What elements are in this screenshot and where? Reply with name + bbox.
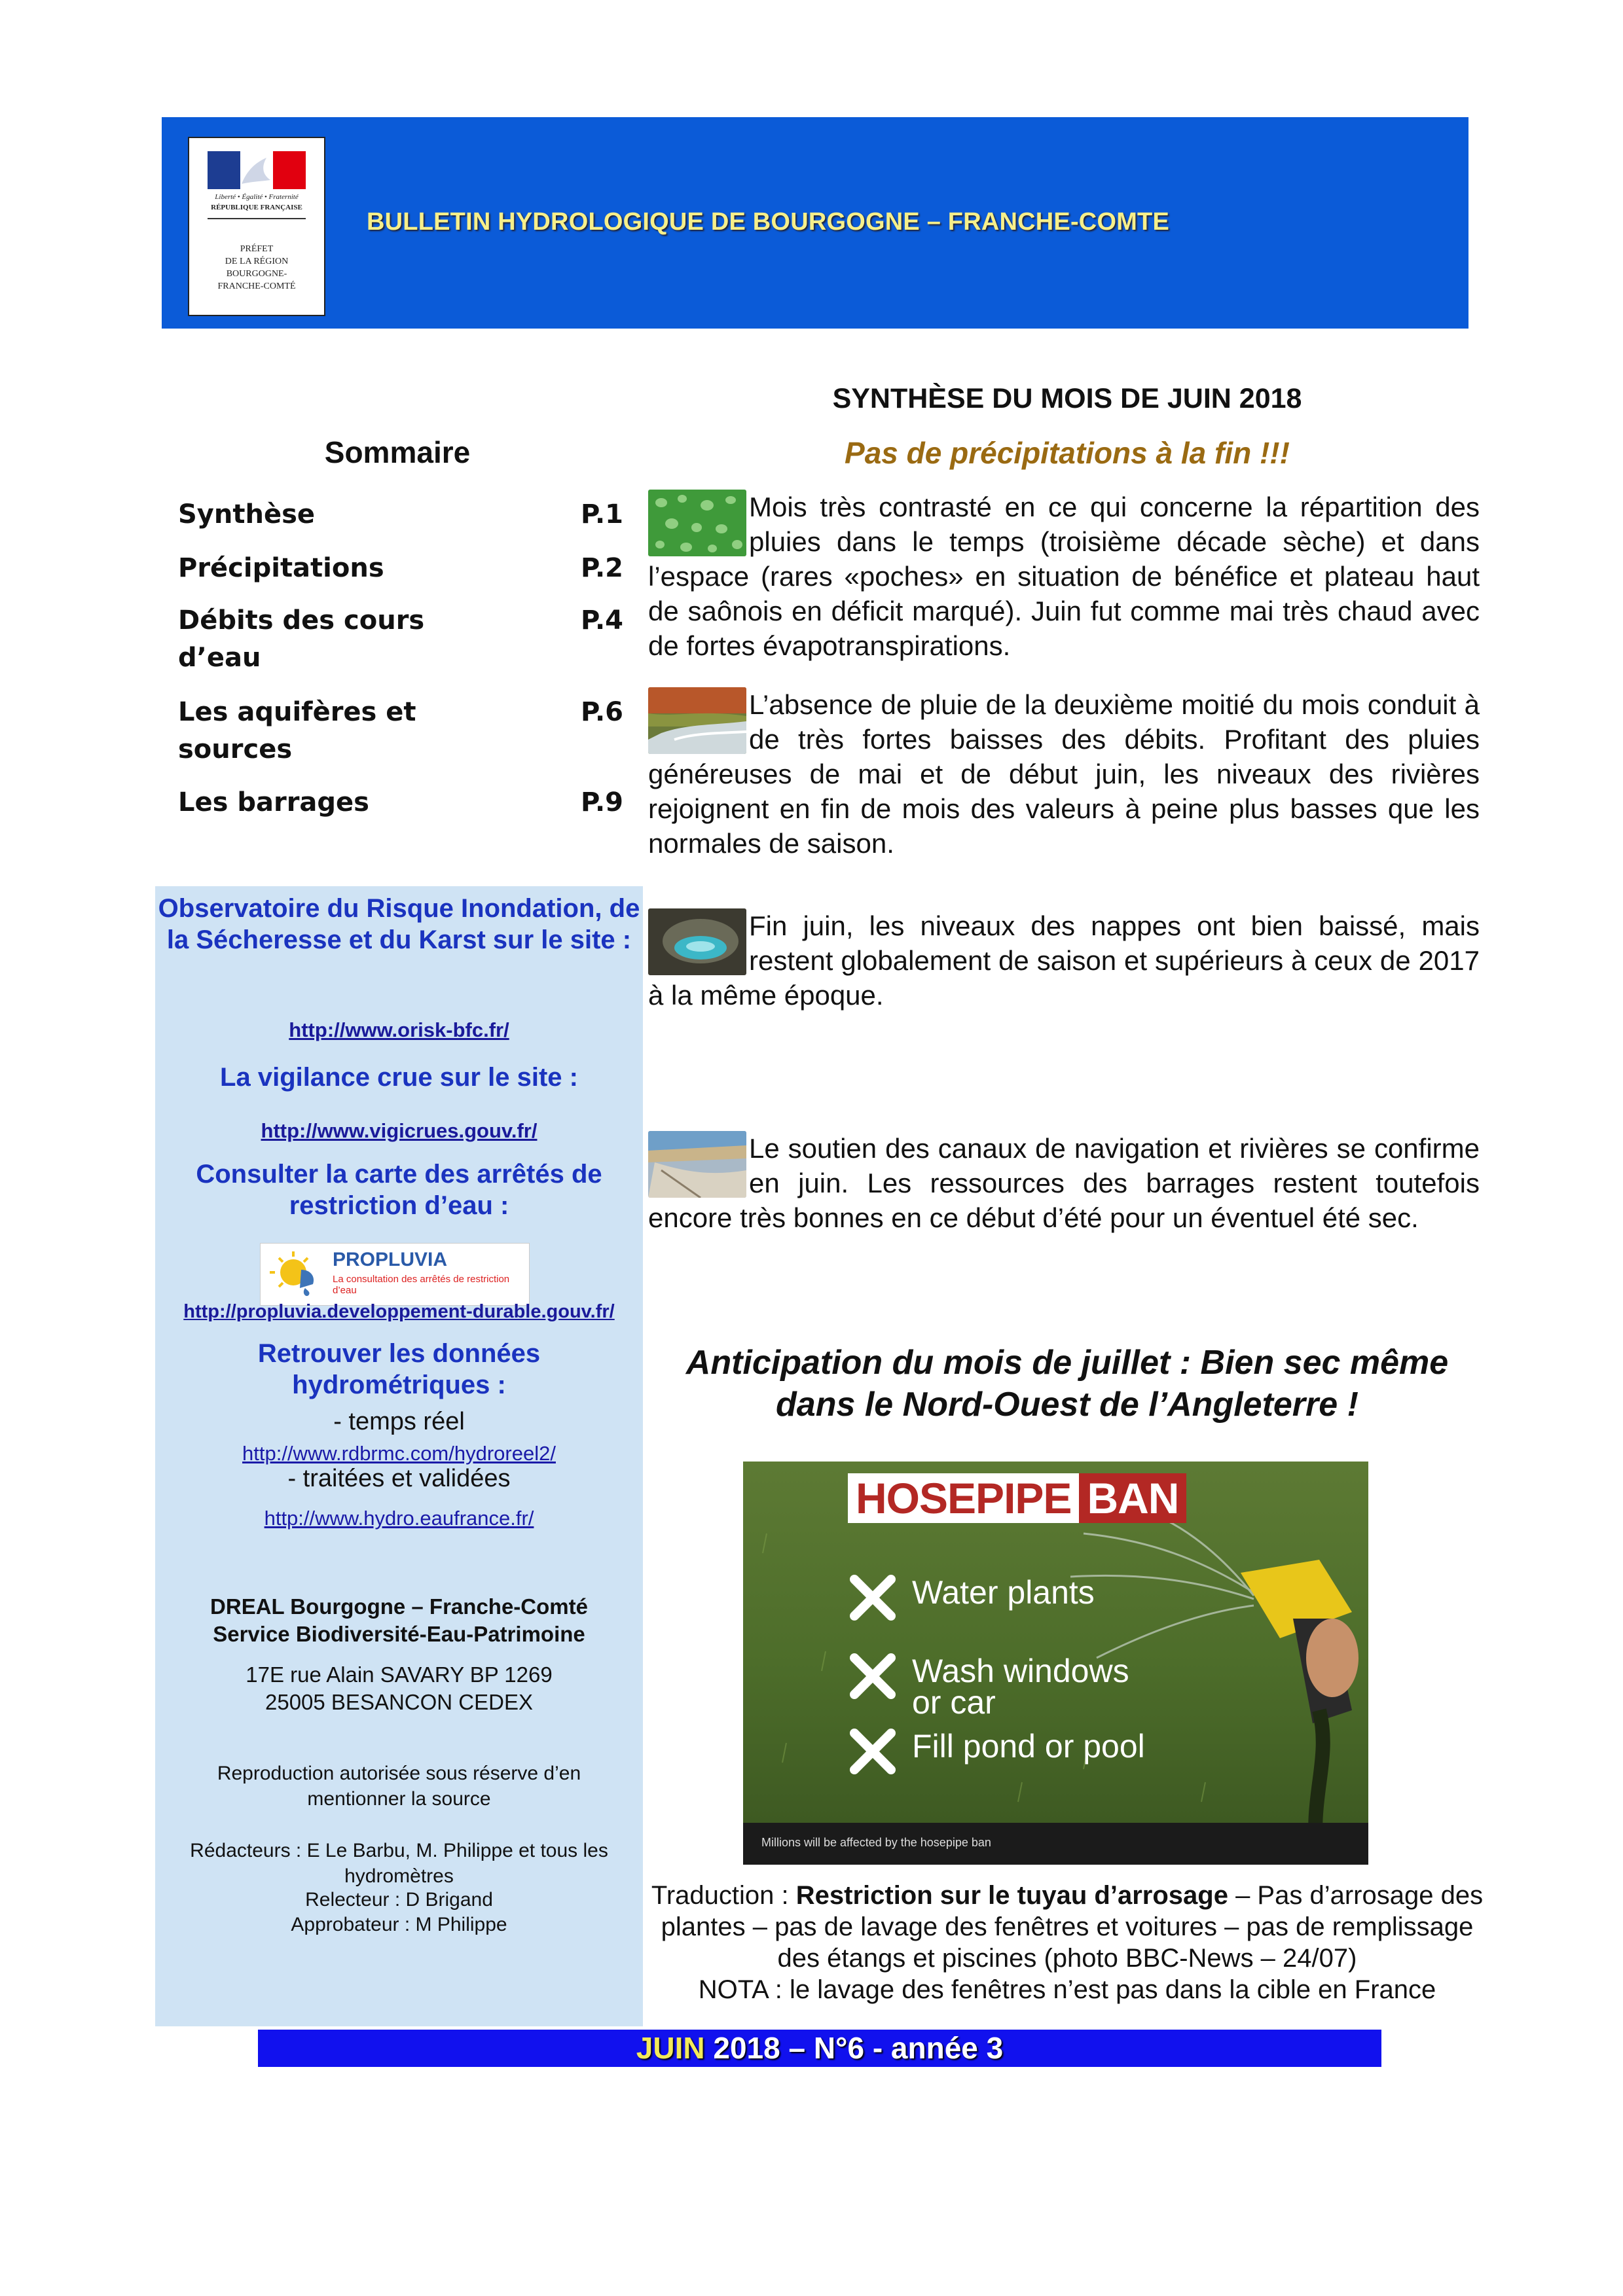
cross-icon (848, 1727, 898, 1776)
raindrops-leaf-thumbnail (648, 490, 746, 556)
reproduction-note: Reproduction autorisée sous réserve d’en mentionner la source (217, 1763, 581, 1810)
banner-ban-text: BAN (1079, 1473, 1186, 1523)
bulletin-title: BULLETIN HYDROLOGIQUE DE BOURGOGNE – FRANCHE-COMTE (367, 208, 1170, 236)
logo-motto: Liberté • Égalité • Fraternité (215, 193, 299, 201)
footer-month: JUIN (636, 2031, 705, 2065)
dreal-service: Service Biodiversité-Eau-Patrimoine (213, 1622, 585, 1646)
toc-item-page: P.1 (581, 499, 623, 529)
temps-reel-label: - temps réel (333, 1408, 465, 1435)
toc-item[interactable] (178, 550, 623, 587)
toc-item-page: P.2 (581, 553, 623, 583)
info-sidebar (155, 886, 643, 2026)
toc-item-page: P.9 (581, 787, 623, 817)
synthese-paragraph (648, 490, 1480, 663)
logo-republic-label: RÉPUBLIQUE FRANÇAISE (211, 204, 302, 211)
sun-rain-icon (267, 1250, 319, 1300)
dreal-name: DREAL Bourgogne – Franche-Comté (210, 1594, 588, 1619)
toc-item-label: Précipitations (178, 553, 384, 583)
vigicrues-link[interactable]: http://www.vigicrues.gouv.fr/ (261, 1119, 538, 1142)
ban-item-label: Fill pond or pool (912, 1728, 1145, 1765)
marianne-flag-icon (208, 151, 306, 189)
synthese-paragraph (648, 1131, 1480, 1235)
ban-item-label: Water plants (912, 1574, 1095, 1611)
photo-caption: Millions will be affected by the hosepipe ban (761, 1836, 991, 1849)
toc-item-page: P.6 (581, 697, 623, 727)
synthese-paragraph-text: L’absence de pluie de la deuxième moitié du mois conduit à de très fortes baisses des débits. Profitant des pluies généreuses de mai et de début juin, les niveaux des rivières rejoignent en fin de mois des valeurs à peine plus basses que les normales de saison. (648, 689, 1480, 859)
orisk-title: Observatoire du Risque Inondation, de la Sécheresse et du Karst sur le site : (158, 894, 640, 954)
propluvia-name: PROPLUVIA (333, 1249, 448, 1270)
hosepipe-ban-banner (848, 1473, 1186, 1523)
ban-item-label: Wash windows or car (912, 1653, 1129, 1721)
cross-icon (848, 1573, 898, 1623)
ban-item (848, 1727, 1145, 1776)
toc-item[interactable] (178, 496, 623, 533)
toc-item-label: Synthèse (178, 499, 316, 529)
synthese-paragraph (648, 908, 1480, 1013)
cave-spring-thumbnail (648, 908, 746, 975)
synthese-title: SYNTHÈSE DU MOIS DE JUIN 2018 (832, 383, 1302, 414)
carte-title: Consulter la carte des arrêtés de restriction d’eau : (196, 1160, 602, 1220)
issue-footer-bar (258, 2030, 1381, 2067)
logo-divider (208, 218, 306, 219)
toc-item[interactable] (178, 694, 623, 768)
dreal-address-street: 17E rue Alain SAVARY BP 1269 (246, 1662, 553, 1687)
toc-item[interactable] (178, 602, 623, 677)
ban-item (848, 1651, 1129, 1721)
approbateur-line: Approbateur : M Philippe (291, 1914, 507, 1935)
traduction-block (648, 1880, 1486, 2005)
synthese-paragraph-text: Mois très contrasté en ce qui concerne la répartition des pluies dans le temps (troisième décade sèche) et dans l’espace (rares «poches» en situation de bénéfice et plateau haut de saônois en déficit marqué). Juin fut comme mai très chaud avec de fortes évapotranspirations. (648, 492, 1480, 661)
orisk-link[interactable]: http://www.orisk-bfc.fr/ (289, 1018, 509, 1041)
anticipation-line: Anticipation du mois de juillet : Bien sec même (685, 1344, 1449, 1382)
logo-prefet-label: PRÉFET DE LA RÉGION BOURGOGNE- FRANCHE-COMTÉ (217, 244, 296, 291)
toc-item-label: Débits des cours d’eau (178, 605, 425, 673)
dam-thumbnail (648, 1131, 746, 1198)
traitees-label: - traitées et validées (287, 1465, 511, 1492)
hydro-eaufrance-link[interactable]: http://www.hydro.eaufrance.fr/ (264, 1507, 534, 1530)
redacteurs-line: Rédacteurs : E Le Barbu, M. Philippe et tous les hydromètres (190, 1840, 608, 1887)
relecteur-line: Relecteur : D Brigand (305, 1889, 493, 1910)
prefecture-logo (188, 137, 325, 316)
traduction-text: – Pas d’arrosage des plantes – pas de lavage des fenêtres et voitures – pas de remplissage des étangs et piscines (photo BBC-News – 24/07) (661, 1881, 1484, 1973)
toc-item-label: Les aquifères et sources (178, 697, 416, 764)
banner-hosepipe-text: HOSEPIPE (848, 1473, 1079, 1523)
cross-icon (848, 1651, 898, 1701)
traduction-prefix: Traduction : (651, 1881, 796, 1910)
dreal-address-city: 25005 BESANCON CEDEX (264, 1690, 533, 1714)
hosepipe-ban-photo (743, 1462, 1368, 1865)
ban-item (848, 1573, 1095, 1623)
anticipation-line: dans le Nord-Ouest de l’Angleterre ! (776, 1386, 1359, 1424)
toc-item[interactable] (178, 784, 623, 821)
propluvia-tagline: La consultation des arrêtés de restriction d’eau (333, 1274, 510, 1296)
vigilance-title: La vigilance crue sur le site : (220, 1063, 578, 1092)
sommaire-title: Sommaire (324, 435, 471, 469)
traduction-bold: Restriction sur le tuyau d’arrosage (795, 1881, 1228, 1910)
synthese-paragraph-text: Le soutien des canaux de navigation et rivières se confirme en juin. Les ressources des barrages restent toutefois encore très bonnes en ce début d’été pour un éventuel été sec. (648, 1133, 1480, 1233)
toc-item-label: Les barrages (178, 787, 369, 817)
traduction-nota: NOTA : le lavage des fenêtres n’est pas dans la cible en France (698, 1975, 1436, 2004)
synthese-subtitle: Pas de précipitations à la fin !!! (845, 436, 1290, 470)
footer-issue: 2018 – N°6 - année 3 (704, 2031, 1004, 2065)
river-waterfall-thumbnail (648, 687, 746, 754)
propluvia-logo[interactable] (260, 1243, 530, 1306)
toc-item-page: P.4 (581, 605, 623, 636)
synthese-paragraph (648, 687, 1480, 861)
anticipation-heading (648, 1342, 1486, 1426)
hydroreel-link[interactable]: http://www.rdbrmc.com/hydroreel2/ (242, 1442, 556, 1465)
synthese-paragraph-text: Fin juin, les niveaux des nappes ont bien baissé, mais restent globalement de saison et supérieurs à ceux de 2017 à la même époque. (648, 910, 1480, 1011)
donnees-title: Retrouver les données hydrométriques : (257, 1339, 541, 1399)
propluvia-link[interactable]: http://propluvia.developpement-durable.gouv.fr/ (183, 1301, 615, 1322)
